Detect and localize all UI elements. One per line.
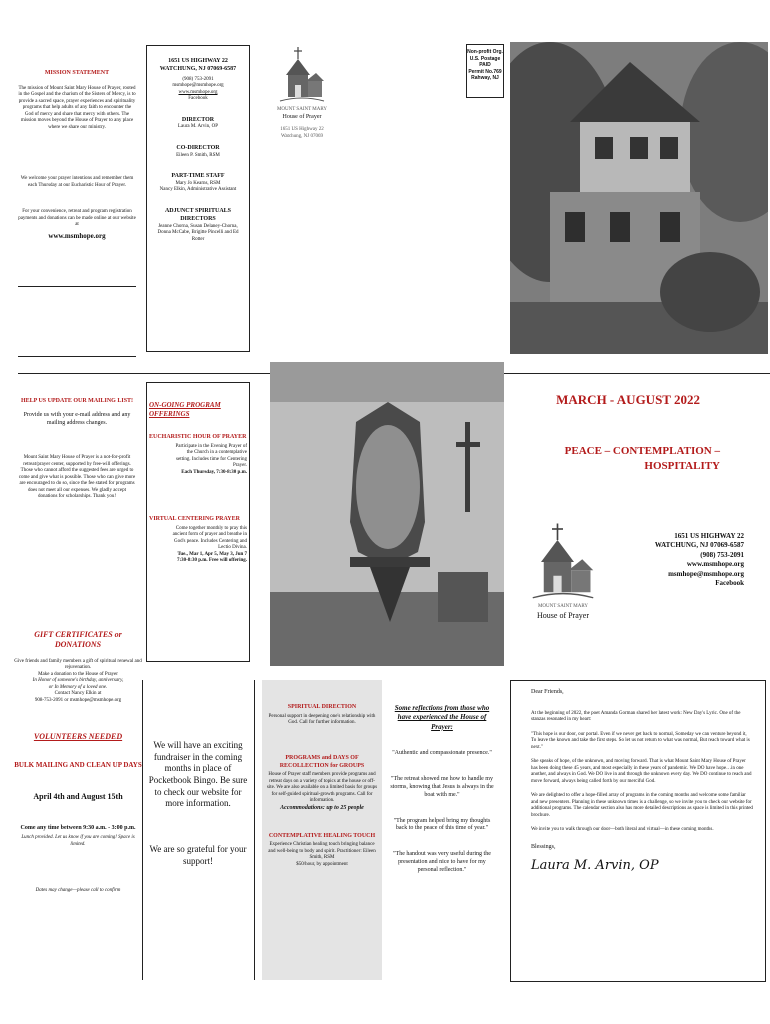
reflections-panel [390,704,494,874]
virtual-text: Come together monthly to pray this ancient form of prayer and breathe in God's peace. Includes Centering and Lectio Divina. [172,525,247,551]
cover-panel [516,392,766,620]
address-line-2: WATCHUNG, NJ 07069-6587 [159,65,237,72]
postage-line-3: PAID [479,62,491,68]
website-link[interactable]: www.msmhope.org [48,231,106,240]
dates: April 4th and August 15th [33,792,123,802]
volunteers-title: VOLUNTEERS NEEDED [33,732,123,742]
web-link[interactable]: www.msmhope.org [178,89,218,95]
mission-panel [18,40,136,241]
gift-text-5: Contact Nancy Elkin at [54,691,102,697]
eucharistic-text: Participate in the Evening Prayer of the Church in a contemplative setting. Includes time for Centering Prayer. [175,443,247,469]
letter-p4: We are delighted to offer a hope-filled array of programs in the coming months and welcome some familiar and new presenters. Planning in these unknown times is a challenge, so we invite you to check our website for additional programs. The calendar section also has more detailed descriptions as space is limited in this printed brochure. [531,793,753,818]
logo-line-2: House of Prayer [282,113,322,120]
change: Dates may change—please call to confirm [35,888,121,894]
cover-subtitle: PEACE – CONTEMPLATION – HOSPITALITY [564,445,720,472]
quote-4: "The handout was very useful during the presentation and nice to have for my personal reflection." [393,851,491,873]
mailing-panel [18,398,136,501]
time: Come any time between 9:30 a.m. - 3:00 p.m. [20,824,136,831]
parttime-title: PART-TIME STAFF [171,173,225,180]
chapel-logo-icon [278,45,326,105]
logo-address-1: 1651 US Highway 22 [280,127,324,133]
adjunct-names: Jeanne Chorna, Susan Delaney-Chorna, Donna McCabe, Brigitte Pincelli and Ed Rotter [157,223,239,242]
grateful-text: We are so grateful for your support! [149,844,247,866]
letter-greeting: Dear Friends, [531,689,564,695]
quote-3: "The program helped bring my thoughts back to the peace of this time of year." [393,817,491,832]
healing-title: CONTEMPLATIVE HEALING TOUCH [268,832,376,839]
postage-line-5: Rahway, NJ [471,75,499,81]
services-panel [262,680,382,980]
sd-text: Personal support in deepening one's relationship with God. Call for further information. [268,713,376,726]
reflections-title: Some reflections from those who have experienced the House of Prayer: [394,704,490,731]
gift-text-3: In Honor of someone's birthday, anniversary, [32,678,124,684]
gift-title: GIFT CERTIFICATES or DONATIONS [34,630,122,650]
return-address-panel [262,45,342,140]
gift-text-6: 908-753-2091 or msmhope@msmhope.org [34,697,122,703]
cover-web-link[interactable]: www.msmhope.org [686,560,744,569]
logo-address-2: Watchung, NJ 07069 [281,133,323,139]
address-line-1: 1651 US HIGHWAY 22 [168,58,228,64]
facebook-link[interactable]: Facebook [188,96,208,102]
postage-line-2: U.S. Postage [469,55,501,62]
cover-logo-line-1: MOUNT SAINT MARY [537,604,589,609]
virtual-time: 7:30-8:30 p.m. Free will offering. [176,558,247,564]
letter-p5: We invite you to walk through our door—both literal and virtual—in these coming months. [531,827,714,833]
quote-1: "Authentic and compassionate presence." [392,750,492,757]
virtual-title: VIRTUAL CENTERING PRAYER [149,516,240,523]
staff-panel [146,45,250,352]
email-link[interactable]: msmhope@msmhope.org [172,83,224,89]
mission-title: MISSION STATEMENT [44,70,110,76]
quote-2: "The retreat showed me how to handle my storms, knowing that Jesus is always in the boat with me." [390,776,494,798]
cover-email-link[interactable]: msmhope@msmhope.org [668,569,744,578]
ongoing-panel [146,382,250,662]
cover-address-2: WATCHUNG, NJ 07069-6587 [654,541,744,550]
bulk-title: BULK MAILING AND CLEAN UP DAYS [14,760,142,769]
gift-text-2: Make a donation to the House of Prayer [38,671,118,677]
letter-p2: "This hope is our door, our portal. Even if we never get back to normal, Someday we can venture beyond it, To leave the known and take the first steps. So let us not return to what was normal, But reach toward what is next." [531,731,750,750]
eucharistic-time: Each Thursday, 7:30-8:30 p.m. [181,469,247,475]
groups-capacity: Accommodations: up to 25 people [280,804,364,811]
postage-line-4: Permit No.769 [468,68,502,75]
director-title: DIRECTOR [181,116,215,123]
fundraiser-text: We will have an exciting fundraiser in the coming months in place of Pocketbook Bingo. Be sure to check our website for more information. [148,740,248,809]
gift-text-1: Give friends and family members a gift of spiritual renewal and rejuvenation. [14,658,142,671]
logo-line-1: MOUNT SAINT MARY [276,107,328,112]
director-name: Laura M. Arvin, OP [177,124,219,130]
codirector-name: Eileen P. Smith, RSM [176,152,220,158]
letter-p1: At the beginning of 2022, the poet Amanda Gorman shared her latest work: New Day's Lyric. One of the stanzas resonated in my heart: [531,710,741,723]
sd-title: SPIRITUAL DIRECTION [287,704,357,710]
virtual-dates: Tue., Mar 1, Apr 5, May 3, Jun 7 [177,551,247,557]
cover-title: MARCH - AUGUST 2022 [556,392,700,407]
gift-text-4: or In Memory of a loved one. [48,684,108,690]
postage-box [466,44,504,98]
letter-p3: She speaks of hope, of the unknown, and moving forward. That is what Mount Saint Mary House of Prayer has been doing these 45 years, and most especially in these years of pandemic. We DO have hope…in one another, and always in God. We DO live in and through the unknown every day. We DO continue to reach and move forward, always being called forth by our merciful God. [531,759,752,784]
ongoing-title: ON-GOING PROGRAM OFFERINGS [149,401,221,419]
cover-chapel-logo-icon [530,520,596,604]
prayer-intentions-text: We welcome your prayer intentions and remember them each Thursday at our Eucharistic Hour of Prayer. [20,176,134,188]
eucharistic-title: EUCHARISTIC HOUR OF PRAYER [149,433,247,440]
house-photo [510,42,768,354]
parttime-1: Mary Jo Kearns, RSM [175,180,221,186]
mailing-title: HELP US UPDATE OUR MAILING LIST! [20,398,134,404]
groups-title: PROGRAMS and DAYS OF RECOLLECTION for GROUPS [279,754,365,769]
cover-phone: (908) 753-2091 [700,550,744,559]
gift-panel [14,630,142,895]
letter-closing: Blessings, [531,843,556,850]
convenience-text: For your convenience, retreat and program registration payments and donations can be made online at our website at [18,209,136,228]
letter-signature: Laura M. Arvin, OP [531,857,659,873]
fundraiser-panel [146,740,250,868]
lunch: Lunch provided. Let us know if you are coming! Space is limited. [21,835,135,847]
chapel-photo [270,362,504,666]
cover-address-1: 1651 US HIGHWAY 22 [674,532,744,540]
postage-line-1: Non-profit Org. [467,49,503,55]
codirector-title: CO-DIRECTOR [176,144,220,151]
cover-logo-line-2: House of Prayer [537,610,589,620]
cover-facebook-link[interactable]: Facebook [715,579,744,588]
healing-price: $50/hour, by appointment [296,861,348,867]
parttime-2: Nancy Elkin, Administrative Assistant [159,187,237,193]
adjunct-title: ADJUNCT SPIRITUALS DIRECTORS [164,207,232,222]
mailing-text: Provide us with your e-mail address and any mailing address changes. [23,411,131,426]
phone: (908) 753-2091 [182,76,214,82]
groups-text: House of Prayer staff members provide programs and retreat days on a variety of topics at the house or off-site. We are also available on a limited basis for groups for self-guided spiritual-growth programs. Call for information. [266,772,378,804]
nonprofit-text: Mount Saint Mary House of Prayer is a not-for-profit retreat/prayer center, supported by free-will offerings. Those who cannot afford the suggested fees are urged to come and give what is possible. Those who can give more are encouraged to do so, since the fee stated for programs does not meet all our expenses. We gladly accept donations for scholarships. Thank you! [18,455,136,500]
mission-text: The mission of Mount Saint Mary House of Prayer, rooted in the Gospel and the charism of the Sisters of Mercy, is to provide a sacred space, prayer experiences and spirituality programs that help adults of any faith to encounter the God of mercy and share that mercy with others. The mission moves beyond the House of Prayer to any place where we share our ministry. [18,85,136,130]
letter-panel [510,680,766,982]
healing-text: Experience Christian healing touch bringing balance and well-being to body and spirit. Practitioner: Eileen Smith, RSM [268,842,376,861]
